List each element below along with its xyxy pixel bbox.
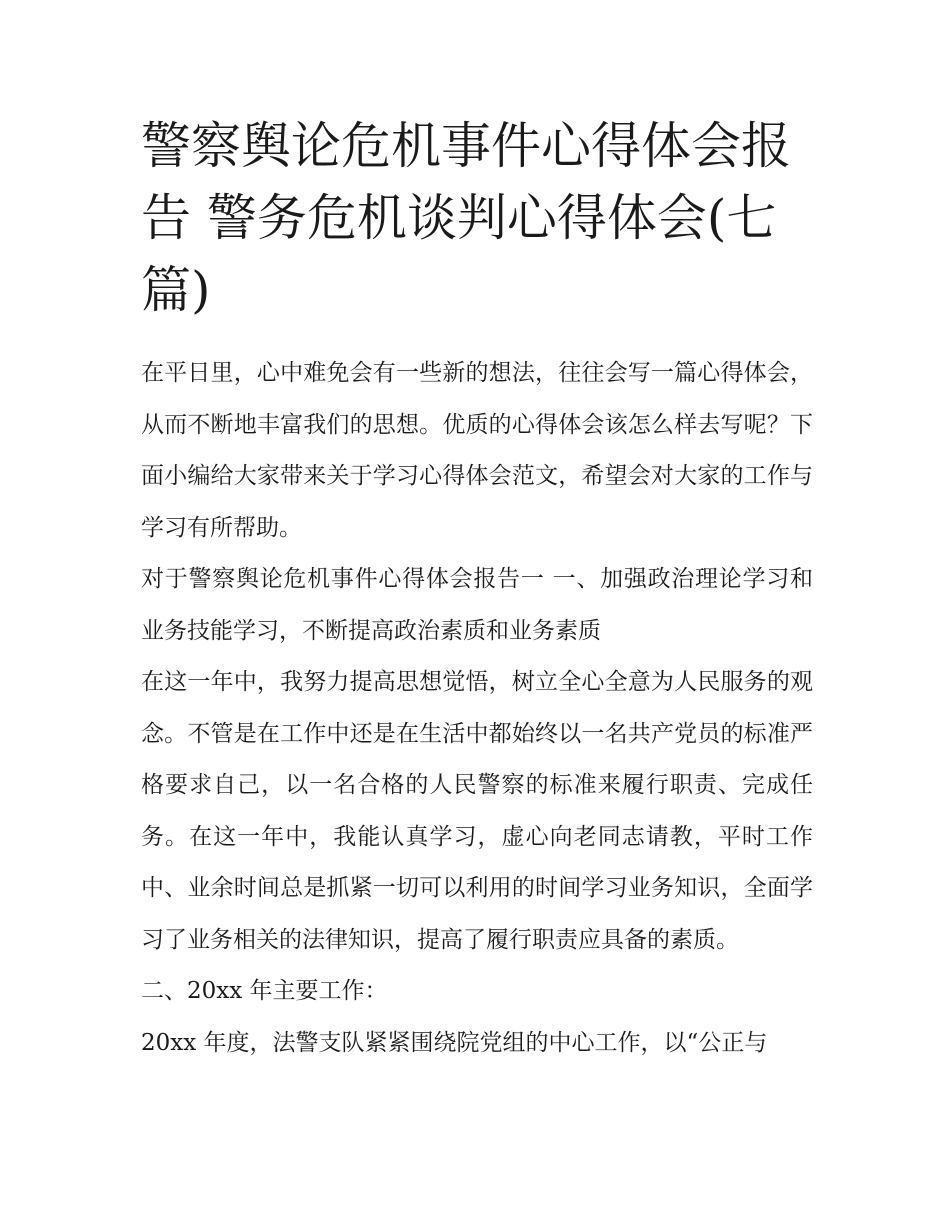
document-title: 警察舆论危机事件心得体会报告 警务危机谈判心得体会(七篇) — [141, 117, 791, 319]
document-content — [141, 110, 813, 1069]
intro-paragraph: 在平日里，心中难免会有一些新的想法，往往会写一篇心得体会，从而不断地丰富我们的思想。优质的心得体会该怎么样去写呢？下面小编给大家带来关于学习心得体会范文，希望会对大家的工作与学习有所帮助。 — [141, 360, 813, 541]
section-heading-2: 二、20xx 年主要工作： — [141, 978, 388, 1004]
section-heading-1: 对于警察舆论危机事件心得体会报告一 一、加强政治理论学习和业务技能学习，不断提高政治素质和业务素质 — [141, 566, 813, 644]
body-paragraph: 在这一年中，我努力提高思想觉悟，树立全心全意为人民服务的观念。不管是在工作中还是在生活中都始终以一名共产党员的标准严格要求自己，以一名合格的人民警察的标准来履行职责、完成任务。在这一年中，我能认真学习，虚心向老同志请教，平时工作中、业余时间总是抓紧一切可以利用的时间学习业务知识，全面学习了业务相关的法律知识，提高了履行职责应具备的素质。 — [141, 669, 813, 953]
document-body — [141, 348, 813, 1069]
body-paragraph-continued: 20xx 年度，法警支队紧紧围绕院党组的中心工作，以“公正与 — [141, 1029, 768, 1056]
